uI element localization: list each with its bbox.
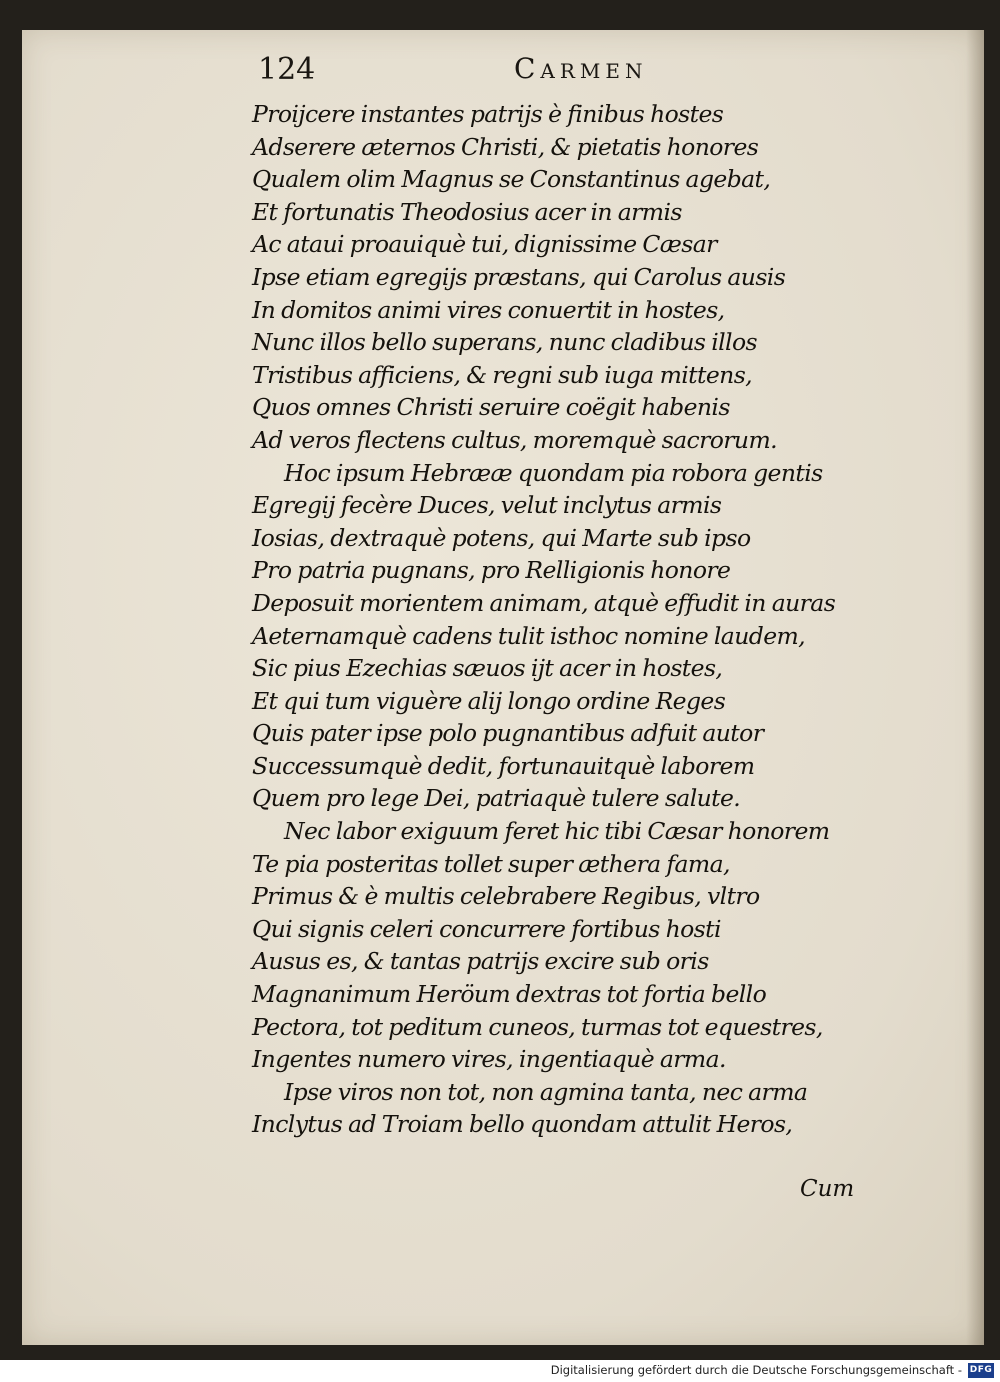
verse-line: Egregij fecère Duces, velut inclytus armis [252,491,722,520]
verse-line: Pro patria pugnans, pro Relligionis honore [252,556,731,585]
verse-line: In domitos animi vires conuertit in hostes, [252,295,725,324]
verse-line: Ingentes numero vires, ingentiaquè arma. [252,1045,726,1074]
verse-line: Magnanimum Heröum dextras tot fortia bello [252,980,767,1009]
verse-line: Te pia posteritas tollet super æthera fama, [252,849,730,878]
verse-line: Quos omnes Christi seruire coëgit habenis [252,393,730,422]
verse-line: Nunc illos bello superans, nunc cladibus illos [252,328,757,357]
verse-line: Aeternamquè cadens tulit isthoc nomine laudem, [252,621,806,650]
running-head: Carmen [514,52,648,85]
verse-line: Quis pater ipse polo pugnantibus adfuit autor [252,719,764,748]
verse-line: Deposuit morientem animam, atquè effudit in auras [252,588,836,617]
verse-line: Adserere æternos Christi, & pietatis honores [252,132,759,161]
verse-line: Ausus es, & tantas patrijs excire sub oris [252,947,709,976]
verse-line: Et qui tum viguère alij longo ordine Reges [252,686,726,715]
verse-line: Quem pro lege Dei, patriaquè tulere salute. [252,784,741,813]
verse-line: Successumquè dedit, fortunauitquè laborem [252,751,755,780]
verse-line: Qui signis celeri concurrere fortibus hosti [252,914,721,943]
verse-line: Ad veros flectens cultus, moremquè sacrorum. [252,425,778,454]
verse-line: Iosias, dextraquè potens, qui Marte sub ipso [252,523,751,552]
verse-line: Ac ataui proauiquè tui, dignissime Cæsar [252,230,717,259]
verse-line: Sic pius Ezechias sæuos ijt acer in hostes, [252,654,723,683]
verse-line: Et fortunatis Theodosius acer in armis [252,197,682,226]
verse-line: Qualem olim Magnus se Constantinus agebat, [252,165,771,194]
verse-line: Ipse etiam egregijs præstans, qui Carolus ausis [252,262,786,291]
funding-credit: Digitalisierung gefördert durch die Deutsche Forschungsgemeinschaft - [550,1363,962,1377]
catchword: Cum [800,1176,855,1202]
page-number: 124 [258,52,316,87]
verse-line: Inclytus ad Troiam bello quondam attulit Heros, [252,1110,793,1139]
verse-line: Primus & è multis celebrabere Regibus, vltro [252,882,760,911]
digitization-footer [0,1360,1000,1382]
verse-line: Nec labor exiguum feret hic tibi Cæsar honorem [284,817,830,846]
verse-block [252,98,852,1141]
verse-line: Proijcere instantes patrijs è finibus hostes [252,100,724,128]
verse-line: Ipse viros non tot, non agmina tanta, nec arma [284,1077,808,1106]
verse-line: Tristibus afficiens, & regni sub iuga mittens, [252,360,753,389]
page-gutter-shadow [966,30,984,1345]
page-header [258,50,698,90]
verse-line: Hoc ipsum Hebrææ quondam pia robora gentis [284,458,823,487]
dfg-logo: DFG [968,1363,994,1378]
verse-line: Pectora, tot peditum cuneos, turmas tot equestres, [252,1012,823,1041]
